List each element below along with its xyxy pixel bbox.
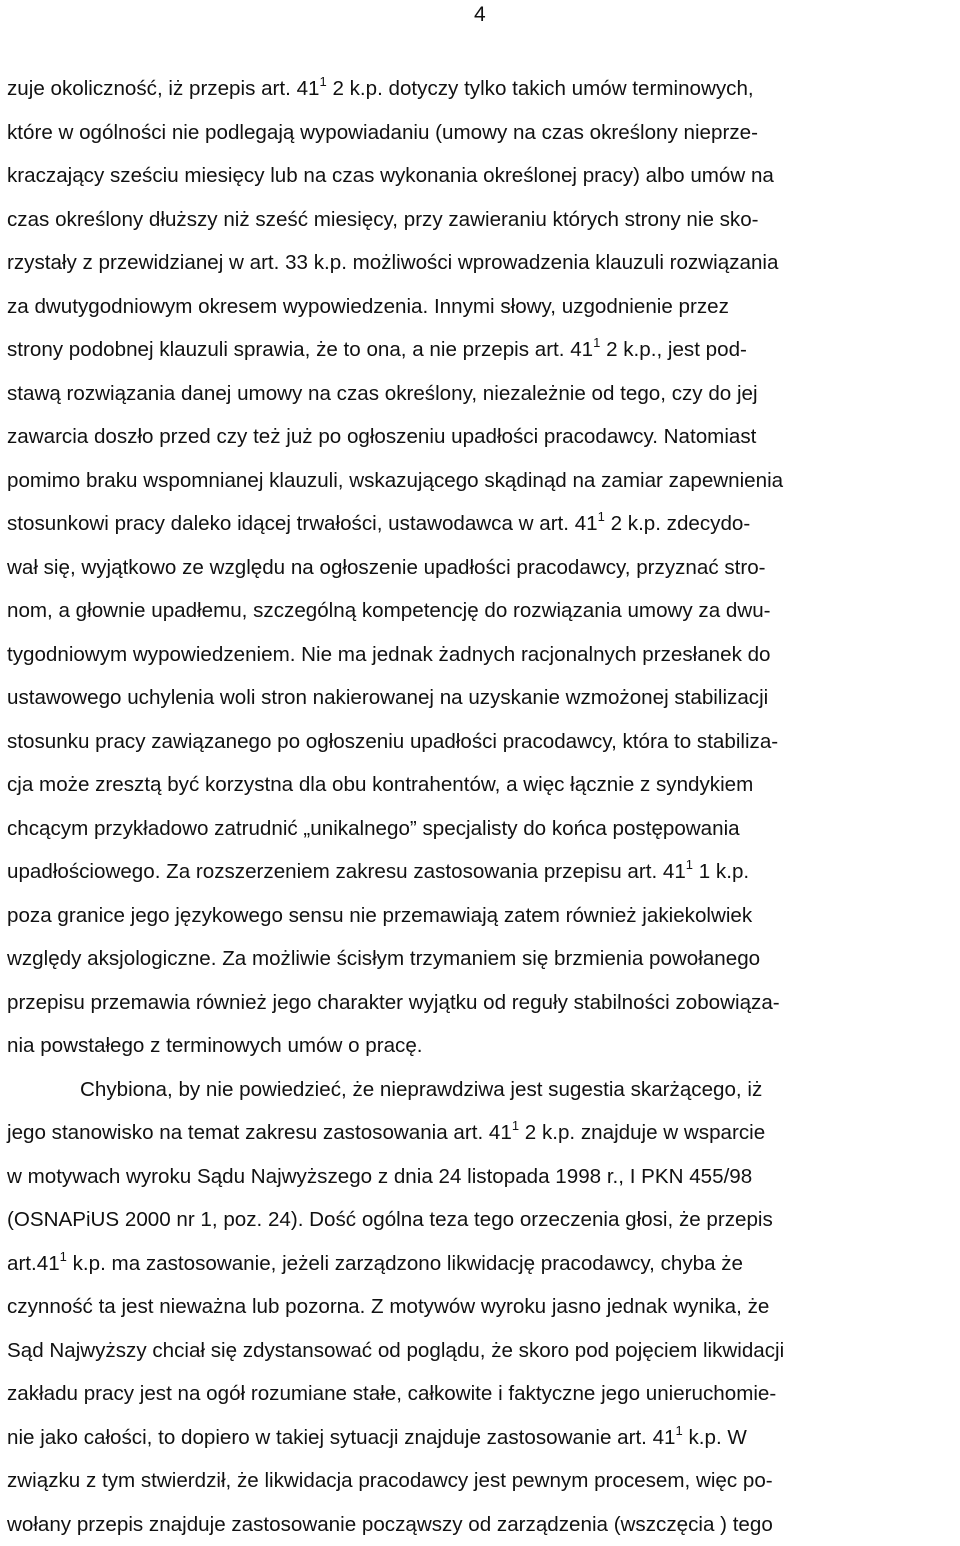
text-line <box>7 372 953 416</box>
text-line <box>7 1155 953 1199</box>
superscript: 1 <box>512 1118 519 1133</box>
text-line <box>7 154 953 198</box>
text-run: k.p. ma zastosowanie, jeżeli zarządzono likwidację pracodawcy, chyba że <box>67 1252 743 1275</box>
text-line <box>7 1503 953 1546</box>
paragraph <box>7 1068 953 1546</box>
text-line <box>7 1068 953 1112</box>
text-line <box>7 807 953 851</box>
text-run: stosunkowi pracy daleko idącej trwałości, ustawodawca w art. 41 <box>7 512 598 535</box>
text-line <box>7 589 953 633</box>
text-run: chcącym przykładowo zatrudnić „unikalnego” specjalisty do końca postępowania <box>7 817 740 840</box>
text-run: Chybiona, by nie powiedzieć, że nieprawdziwa jest sugestia skarżącego, iż <box>80 1078 762 1101</box>
text-line <box>7 241 953 285</box>
text-line <box>7 981 953 1025</box>
text-run: nom, a głownie upadłemu, szczególną kompetencję do rozwiązania umowy za dwu- <box>7 599 771 622</box>
text-run: art.41 <box>7 1252 60 1275</box>
text-line <box>7 937 953 981</box>
text-line <box>7 328 953 372</box>
text-run: k.p. W <box>683 1426 747 1449</box>
text-line <box>7 633 953 677</box>
text-run: pomimo braku wspomnianej klauzuli, wskazującego skądinąd na zamiar zapewnienia <box>7 469 783 492</box>
paragraph <box>7 67 953 1068</box>
text-line <box>7 1329 953 1373</box>
text-line <box>7 676 953 720</box>
text-line <box>7 111 953 155</box>
superscript: 1 <box>319 74 326 89</box>
text-run: upadłościowego. Za rozszerzeniem zakresu zastosowania przepisu art. 41 <box>7 860 686 883</box>
text-run: w motywach wyroku Sądu Najwyższego z dnia 24 listopada 1998 r., I PKN 455/98 <box>7 1165 752 1188</box>
text-run: 1 k.p. <box>693 860 749 883</box>
text-run: związku z tym stwierdził, że likwidacja pracodawcy jest pewnym procesem, więc po- <box>7 1469 773 1492</box>
text-run: zawarcia doszło przed czy też już po ogłoszeniu upadłości pracodawcy. Natomiast <box>7 425 756 448</box>
text-line <box>7 1024 953 1068</box>
text-line <box>7 285 953 329</box>
text-line <box>7 459 953 503</box>
text-line <box>7 850 953 894</box>
text-line <box>7 1198 953 1242</box>
text-run: przepisu przemawia również jego charakter wyjątku od reguły stabilności zobowiąza- <box>7 991 780 1014</box>
text-run: czas określony dłuższy niż sześć miesięcy, przy zawieraniu których strony nie sko- <box>7 208 759 231</box>
superscript: 1 <box>60 1249 67 1264</box>
text-run: poza granice jego językowego sensu nie przemawiają zatem również jakiekolwiek <box>7 904 752 927</box>
text-run: 2 k.p. znajduje w wsparcie <box>519 1121 765 1144</box>
text-line <box>7 502 953 546</box>
text-line <box>7 763 953 807</box>
superscript: 1 <box>676 1423 683 1438</box>
superscript: 1 <box>593 335 600 350</box>
text-line <box>7 720 953 764</box>
superscript: 1 <box>686 857 693 872</box>
text-run: (OSNAPiUS 2000 nr 1, poz. 24). Dość ogólna teza tego orzeczenia głosi, że przepis <box>7 1208 773 1231</box>
text-line <box>7 1372 953 1416</box>
text-line <box>7 198 953 242</box>
text-line <box>7 894 953 938</box>
text-run: stosunku pracy zawiązanego po ogłoszeniu upadłości pracodawcy, która to stabiliza- <box>7 730 778 753</box>
text-run: nie jako całości, to dopiero w takiej sytuacji znajduje zastosowanie art. 41 <box>7 1426 676 1449</box>
text-run: wał się, wyjątkowo ze względu na ogłoszenie upadłości pracodawcy, przyznać stro- <box>7 556 766 579</box>
text-run: 2 k.p. zdecydo- <box>605 512 750 535</box>
text-line <box>7 1111 953 1155</box>
text-run: jego stanowisko na temat zakresu zastosowania art. 41 <box>7 1121 512 1144</box>
text-run: które w ogólności nie podlegają wypowiadaniu (umowy na czas określony nieprze- <box>7 121 758 144</box>
text-run: cja może zresztą być korzystna dla obu kontrahentów, a więc łącznie z syndykiem <box>7 773 753 796</box>
text-run: stawą rozwiązania danej umowy na czas określony, niezależnie od tego, czy do jej <box>7 382 758 405</box>
text-run: względy aksjologiczne. Za możliwie ścisłym trzymaniem się brzmienia powołanego <box>7 947 760 970</box>
text-run: tygodniowym wypowiedzeniem. Nie ma jednak żadnych racjonalnych przesłanek do <box>7 643 771 666</box>
text-run: strony podobnej klauzuli sprawia, że to ona, a nie przepis art. 41 <box>7 338 593 361</box>
document-body <box>7 67 953 1546</box>
text-line <box>7 1242 953 1286</box>
text-run: nia powstałego z terminowych umów o pracę. <box>7 1034 423 1057</box>
text-run: Sąd Najwyższy chciał się zdystansować od poglądu, że skoro pod pojęciem likwidacji <box>7 1339 784 1362</box>
page-number: 4 <box>474 2 486 28</box>
text-run: czynność ta jest nieważna lub pozorna. Z motywów wyroku jasno jednak wynika, że <box>7 1295 769 1318</box>
text-run: ustawowego uchylenia woli stron nakierowanej na uzyskanie wzmożonej stabilizacji <box>7 686 768 709</box>
text-line <box>7 67 953 111</box>
text-run: kraczający sześciu miesięcy lub na czas wykonania określonej pracy) albo umów na <box>7 164 774 187</box>
superscript: 1 <box>598 509 605 524</box>
text-run: wołany przepis znajduje zastosowanie począwszy od zarządzenia (wszczęcia ) tego <box>7 1513 773 1536</box>
text-run: zakładu pracy jest na ogół rozumiane stałe, całkowite i faktyczne jego unieruchomie- <box>7 1382 776 1405</box>
text-run: rzystały z przewidzianej w art. 33 k.p. możliwości wprowadzenia klauzuli rozwiązania <box>7 251 778 274</box>
text-line <box>7 1416 953 1460</box>
text-run: 2 k.p. dotyczy tylko takich umów terminowych, <box>327 77 754 100</box>
text-line <box>7 415 953 459</box>
text-line <box>7 1459 953 1503</box>
text-line <box>7 546 953 590</box>
text-run: 2 k.p., jest pod- <box>600 338 747 361</box>
text-run: zuje okoliczność, iż przepis art. 41 <box>7 77 319 100</box>
text-line <box>7 1285 953 1329</box>
text-run: za dwutygodniowym okresem wypowiedzenia. Innymi słowy, uzgodnienie przez <box>7 295 729 318</box>
